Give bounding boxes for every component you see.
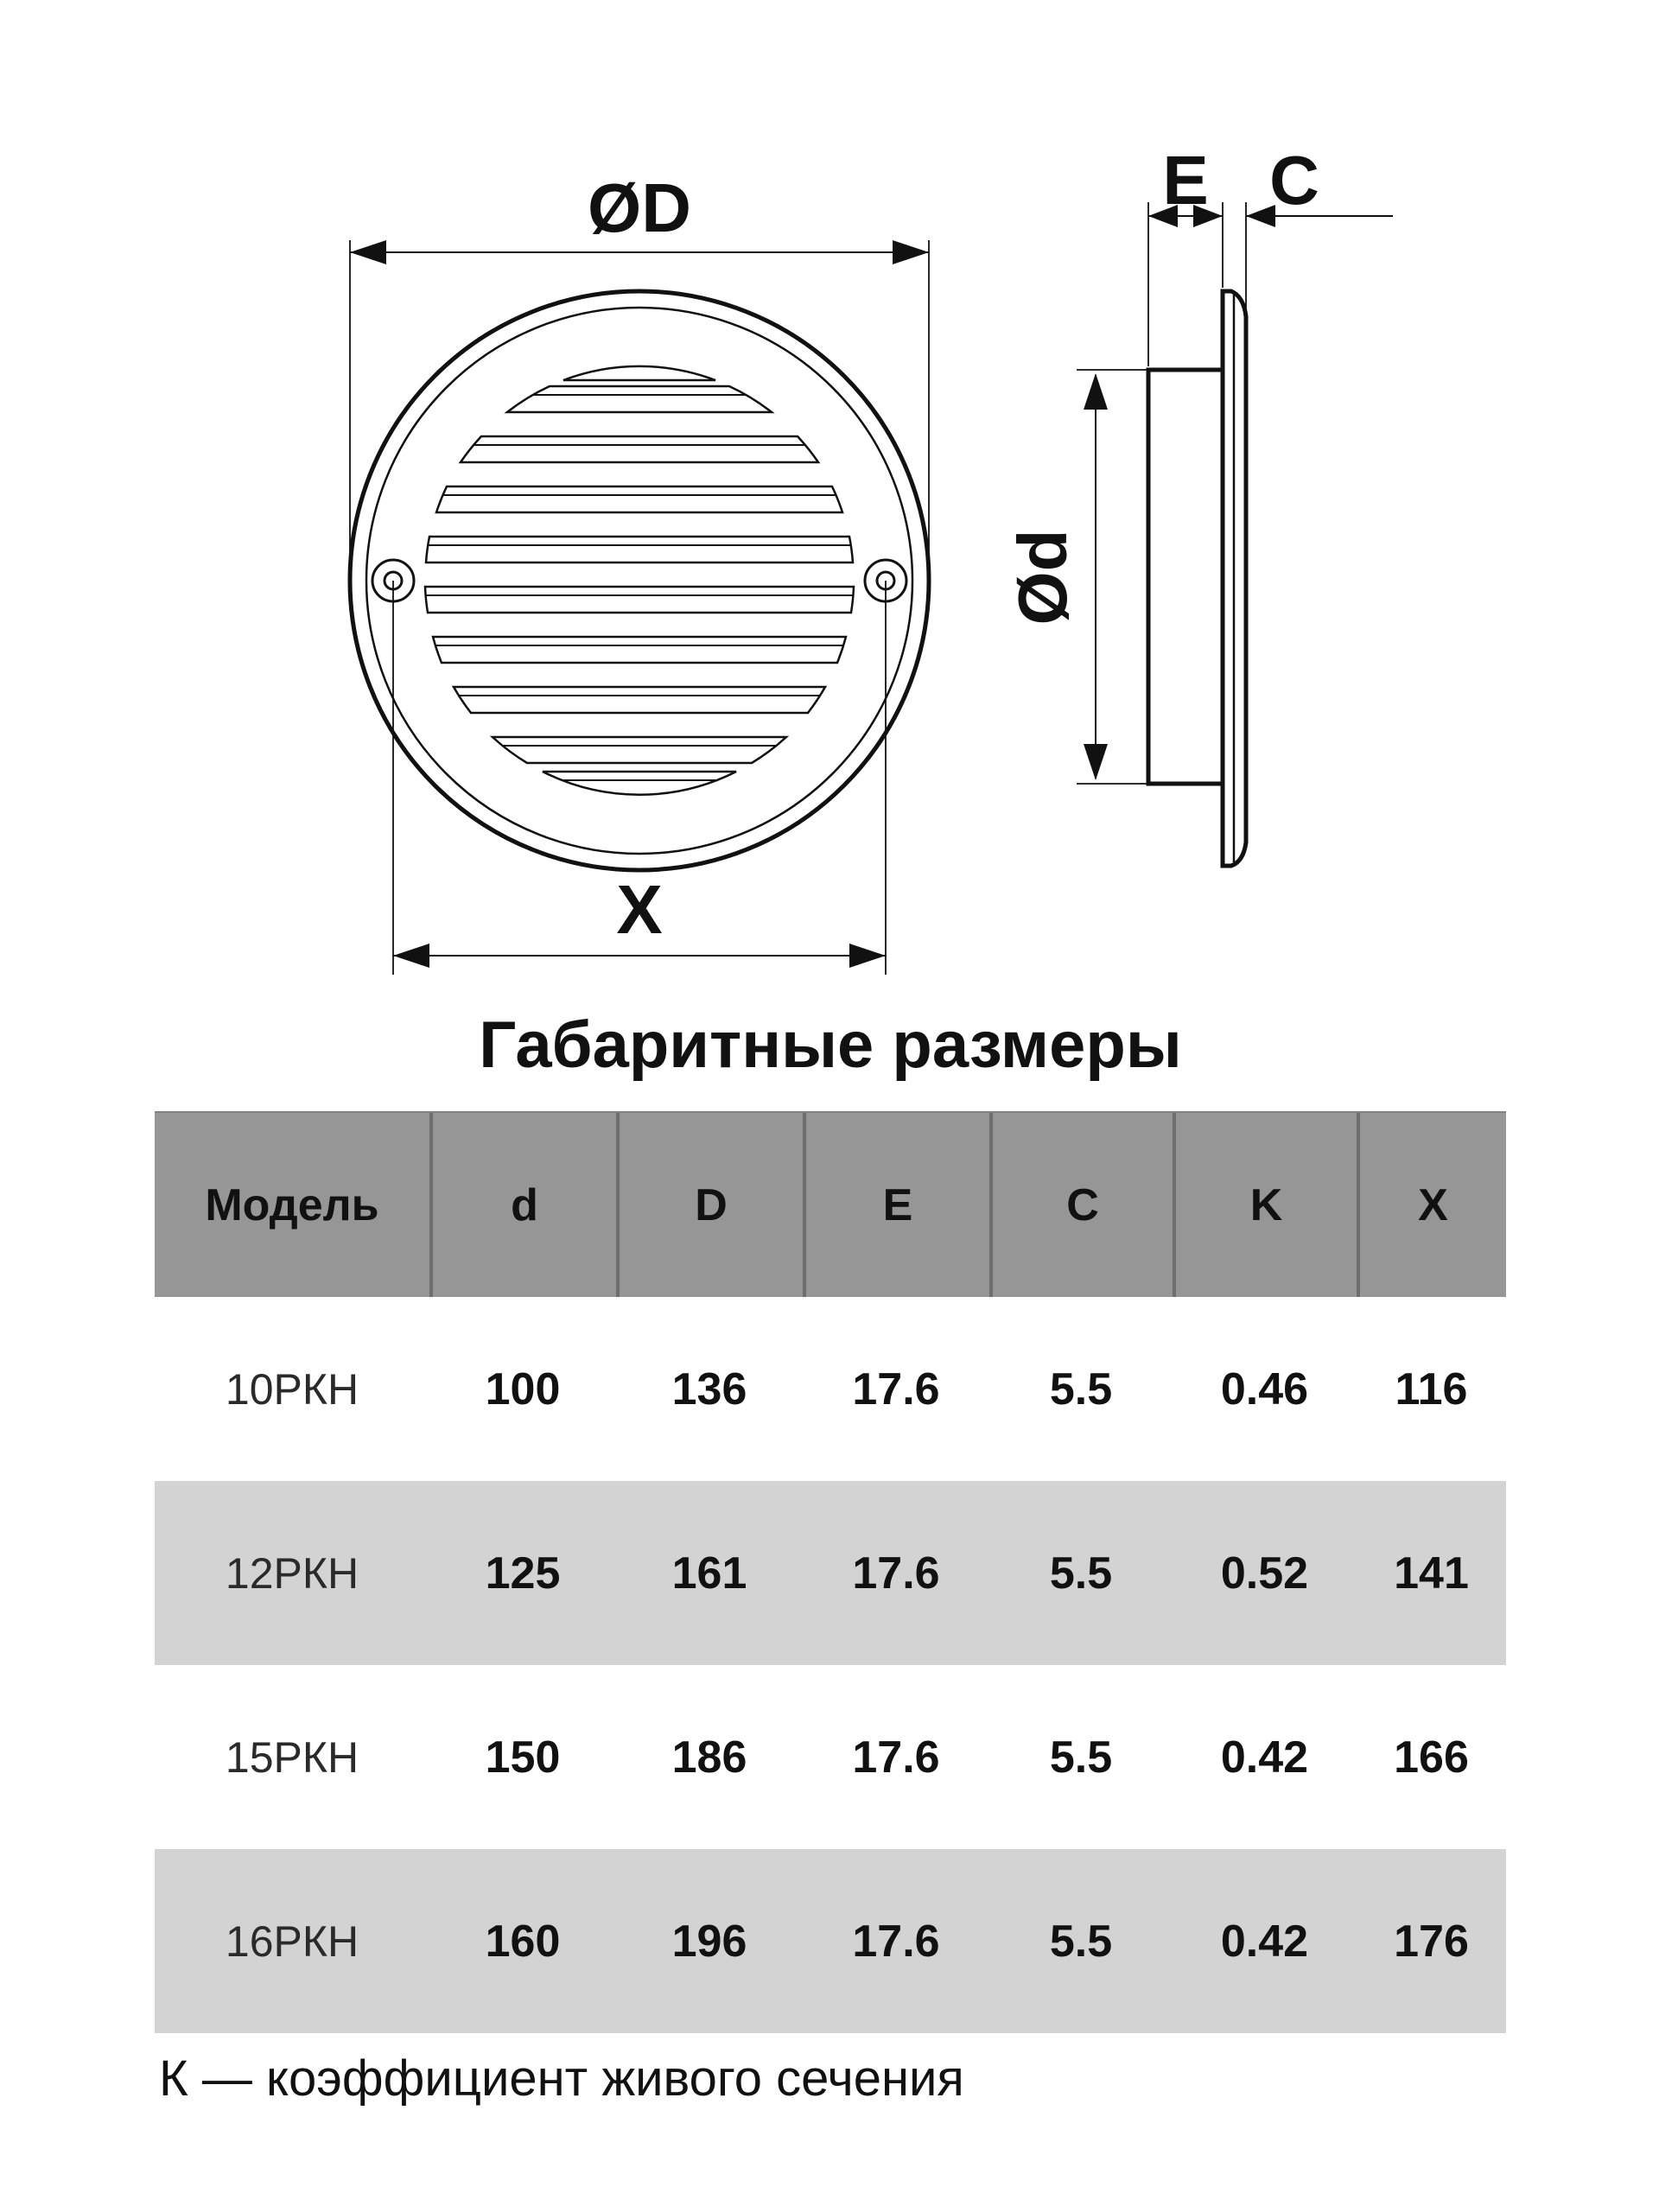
value-K: 0.42 <box>1220 1732 1309 1783</box>
value-C: 5.5 <box>1049 1363 1113 1414</box>
value-E: 17.6 <box>852 1363 940 1414</box>
value-C: 5.5 <box>1049 1732 1113 1783</box>
value-K: 0.42 <box>1220 1916 1309 1967</box>
inner-diameter-label: Ød <box>1004 529 1081 626</box>
column-header-d: d <box>429 1113 616 1297</box>
arrow-left-icon <box>350 240 386 264</box>
value-d: 125 <box>485 1548 561 1599</box>
dimension-depth <box>1148 142 1223 366</box>
table-row <box>155 1297 1506 1481</box>
column-header-K: K <box>1173 1113 1357 1297</box>
value-K: 0.52 <box>1220 1548 1309 1599</box>
model-name: 15РКН <box>225 1732 359 1782</box>
side-view <box>1004 142 1393 866</box>
table-row <box>155 1849 1506 2033</box>
value-C: 5.5 <box>1049 1548 1113 1599</box>
dimensions-table <box>155 1111 1506 2033</box>
value-E: 17.6 <box>852 1916 940 1967</box>
value-X: 116 <box>1395 1363 1468 1414</box>
value-d: 100 <box>485 1363 561 1414</box>
column-header-C: C <box>989 1113 1173 1297</box>
model-name: 16РКН <box>225 1916 359 1966</box>
arrow-down-icon <box>1084 744 1108 780</box>
model-name: 10РКН <box>225 1364 359 1414</box>
table-header-row <box>155 1111 1506 1297</box>
column-header-E: E <box>803 1113 989 1297</box>
dimension-flange-thickness <box>1246 142 1393 311</box>
table-row <box>155 1481 1506 1665</box>
value-C: 5.5 <box>1049 1916 1113 1967</box>
value-d: 150 <box>485 1732 561 1783</box>
model-name: 12РКН <box>225 1548 359 1598</box>
value-K: 0.46 <box>1220 1363 1309 1414</box>
value-D: 196 <box>671 1916 747 1967</box>
hole-spacing-label: X <box>616 871 663 948</box>
column-header-model: Модель <box>205 1179 379 1230</box>
value-X: 176 <box>1394 1916 1469 1967</box>
flange-thickness-label: C <box>1269 142 1319 219</box>
arrow-right-icon <box>849 944 886 968</box>
value-X: 166 <box>1394 1732 1469 1783</box>
louver-grille <box>425 366 854 795</box>
arrow-up-icon <box>1084 373 1108 410</box>
duct-spigot-outline <box>1148 370 1223 784</box>
footnote: К — коэффициент живого сечения <box>159 2050 964 2107</box>
front-view <box>350 169 929 975</box>
table-row <box>155 1665 1506 1849</box>
dimension-inner-diameter <box>1004 370 1148 784</box>
depth-label: E <box>1162 142 1209 219</box>
value-X: 141 <box>1394 1548 1469 1599</box>
outer-diameter-label: ØD <box>588 169 691 246</box>
arrow-right-icon <box>893 240 929 264</box>
value-D: 161 <box>671 1548 747 1599</box>
dimensional-drawing <box>0 0 1659 1002</box>
column-header-D: D <box>616 1113 803 1297</box>
section-title: Габаритные размеры <box>479 1008 1182 1082</box>
value-E: 17.6 <box>852 1732 940 1783</box>
value-D: 186 <box>671 1732 747 1783</box>
arrow-left-icon <box>393 944 429 968</box>
value-D: 136 <box>671 1363 747 1414</box>
value-E: 17.6 <box>852 1548 940 1599</box>
value-d: 160 <box>485 1916 561 1967</box>
column-header-X: X <box>1357 1113 1506 1297</box>
